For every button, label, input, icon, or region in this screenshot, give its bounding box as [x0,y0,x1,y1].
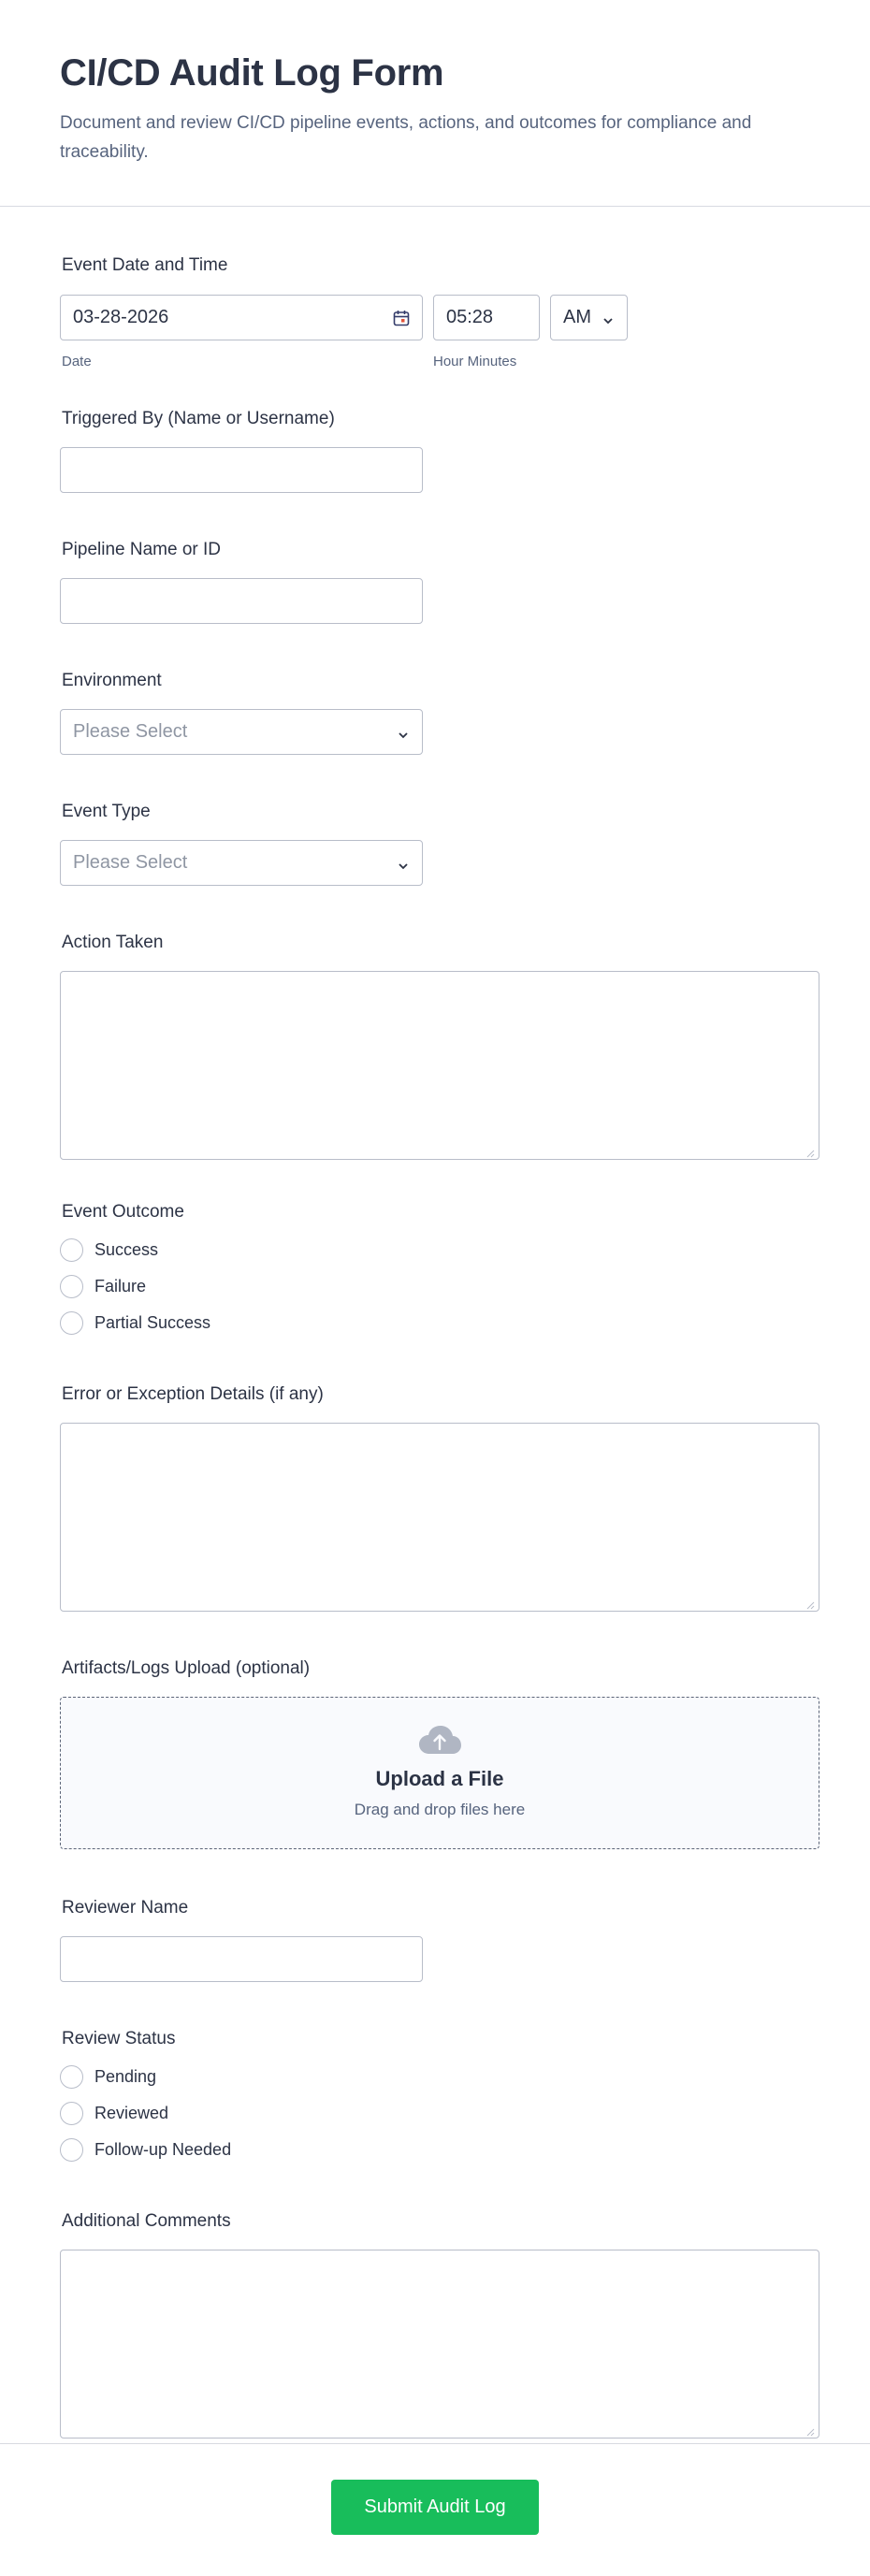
form-body [0,255,870,2439]
page-title: CI/CD Audit Log Form [60,52,444,94]
radio-label: Reviewed [94,2104,169,2122]
environment-label: Environment [62,671,162,690]
radio-option[interactable] [60,2132,819,2168]
upload-dropzone[interactable] [60,1697,819,1849]
radio-option[interactable] [60,1305,819,1341]
radio-label: Pending [94,2067,157,2086]
chevron-down-icon [397,857,410,870]
action-taken-textarea[interactable] [60,971,819,1160]
radio-label: Failure [94,1277,147,1295]
radio-button[interactable] [60,2065,83,2089]
error-details-label: Error or Exception Details (if any) [62,1384,324,1404]
triggered-by-label: Triggered By (Name or Username) [62,409,335,428]
page-subtitle: Document and review CI/CD pipeline events, actions, and outcomes for compliance and traceability. [60,113,752,162]
event-outcome-options [60,1232,819,1341]
review-status-field [60,2029,819,2168]
triggered-by-field [60,409,819,493]
review-status-options [60,2059,819,2168]
resize-grip-icon[interactable] [805,1146,815,1155]
comments-label: Additional Comments [62,2211,231,2231]
form-footer [0,2443,870,2576]
radio-option[interactable] [60,2095,819,2132]
pipeline-label: Pipeline Name or ID [62,540,222,559]
pipeline-field [60,540,819,624]
comments-textarea[interactable] [60,2250,819,2439]
environment-select[interactable] [60,709,423,755]
chevron-down-icon [397,726,410,739]
chevron-down-icon [602,311,615,325]
environment-placeholder: Please Select [73,721,188,742]
reviewer-input[interactable] [60,1936,423,1982]
error-details-textarea[interactable] [60,1423,819,1612]
date-value: 03-28-2026 [73,307,169,327]
upload-field [60,1658,819,1849]
upload-label: Artifacts/Logs Upload (optional) [62,1658,311,1678]
upload-subtitle: Drag and drop files here [354,1801,526,1818]
date-sublabel: Date [62,354,92,369]
time-sublabel: Hour Minutes [433,354,517,369]
error-details-field [60,1384,819,1612]
time-value: 05:28 [446,307,494,327]
event-outcome-label: Event Outcome [62,1202,184,1222]
date-input[interactable] [60,295,423,340]
action-taken-field [60,933,819,1160]
ampm-select[interactable] [550,295,628,340]
radio-label: Partial Success [94,1313,211,1332]
event-datetime-label: Event Date and Time [62,255,228,275]
radio-button[interactable] [60,2102,83,2125]
calendar-icon[interactable] [393,310,410,326]
action-taken-label: Action Taken [62,933,164,952]
submit-button[interactable]: Submit Audit Log [331,2480,539,2535]
time-input[interactable] [433,295,540,340]
radio-button[interactable] [60,1311,83,1335]
event-type-select[interactable] [60,840,423,886]
resize-grip-icon[interactable] [805,1598,815,1607]
form-header [0,0,870,207]
radio-button[interactable] [60,1275,83,1298]
reviewer-label: Reviewer Name [62,1898,189,1918]
pipeline-input[interactable] [60,578,423,624]
event-type-placeholder: Please Select [73,852,188,873]
resize-grip-icon[interactable] [805,2424,815,2434]
triggered-by-input[interactable] [60,447,423,493]
environment-field [60,671,819,755]
event-datetime-field [60,255,819,369]
review-status-label: Review Status [62,2029,176,2048]
radio-label: Follow-up Needed [94,2140,232,2159]
cloud-upload-icon [417,1724,462,1756]
reviewer-field [60,1898,819,1982]
radio-option[interactable] [60,1232,819,1268]
event-type-label: Event Type [62,802,151,821]
event-outcome-field [60,1202,819,1341]
radio-option[interactable] [60,2059,819,2095]
radio-option[interactable] [60,1268,819,1305]
radio-button[interactable] [60,1238,83,1262]
comments-field [60,2211,819,2439]
upload-title: Upload a File [375,1767,504,1790]
radio-button[interactable] [60,2138,83,2162]
ampm-value: AM [563,307,591,327]
radio-label: Success [94,1240,159,1259]
event-type-field [60,802,819,886]
